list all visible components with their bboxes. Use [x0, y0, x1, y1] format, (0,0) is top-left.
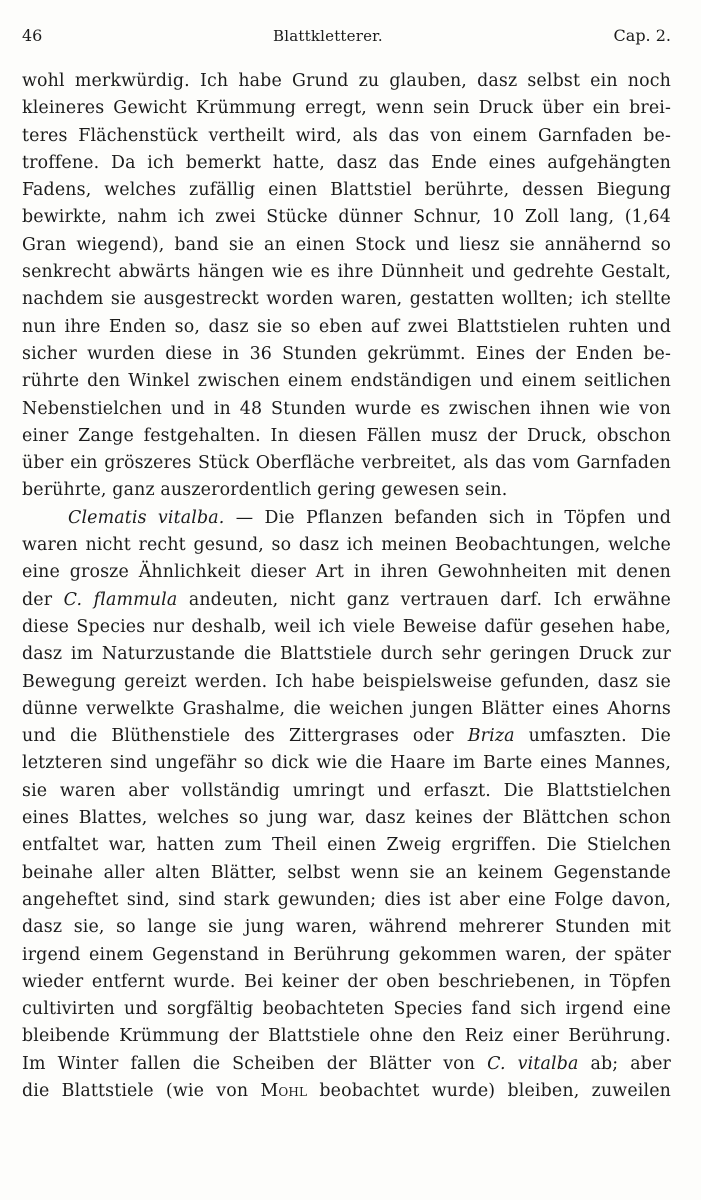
page-number: 46 [22, 26, 43, 45]
chapter-label: Cap. 2. [613, 26, 671, 45]
text-line: Bewegung gereizt werden. Ich habe beispielsweise gefunden, dasz sie [22, 671, 671, 692]
text-run: — Die Pflanzen befanden sich in Töpfen und [224, 507, 671, 528]
text-run: und die Blüthenstiele des Zittergrases oder [22, 726, 468, 747]
species-name-c-flammula: C. flammula [63, 589, 178, 610]
text-line: dasz im Naturzustande die Blattstiele durch sehr geringen Druck zur [22, 644, 671, 665]
text-line: letzteren sind ungefähr so dick wie die Haare im Barte eines Mannes, [22, 753, 671, 774]
text-line [22, 505, 671, 532]
text-line: kleineres Gewicht Krümmung erregt, wenn sein Druck über ein brei- [22, 98, 671, 119]
text-run: beobachtet wurde) bleiben, zuweilen [307, 1080, 671, 1101]
text-line: über ein gröszeres Stück Oberfläche verbreitet, als das vom Garnfaden [22, 453, 671, 474]
text-line: irgend einem Gegenstand in Berührung gekommen waren, der später [22, 944, 671, 965]
text-line: Gran wiegend), band sie an einen Stock und liesz sie annähernd so [22, 234, 671, 255]
text-line: entfaltet war, hatten zum Theil einen Zweig ergriffen. Die Stielchen [22, 835, 671, 856]
text-line: sie waren aber vollständig umringt und erfaszt. Die Blattstielchen [22, 780, 671, 801]
text-line [22, 1051, 671, 1078]
text-line: dasz sie, so lange sie jung waren, während mehrerer Stunden mit [22, 917, 671, 938]
species-name-clematis-vitalba: Clematis vitalba. [68, 507, 225, 528]
species-name-c-vitalba: C. vitalba [487, 1053, 579, 1074]
paragraph-1 [22, 68, 671, 505]
text-line: dünne verwelkte Grashalme, die weichen jungen Blätter eines Ahorns [22, 698, 671, 719]
text-line [22, 587, 671, 614]
text-line: troffene. Da ich bemerkt hatte, dasz das Ende eines aufgehängten [22, 152, 671, 173]
text-line: nun ihre Enden so, dasz sie so eben auf zwei Blattstielen ruhten und [22, 316, 671, 337]
text-line: waren nicht recht gesund, so dasz ich meinen Beobachtungen, welche [22, 535, 671, 556]
text-run: Im Winter fallen die Scheiben der Blätter von [22, 1053, 488, 1074]
text-line: rührte den Winkel zwischen einem endständigen und einem seitlichen [22, 371, 671, 392]
text-run: der [22, 589, 64, 610]
text-line: berührte, ganz auszerordentlich gering gewesen sein. [22, 480, 508, 501]
text-run: umfaszten. Die [514, 726, 671, 747]
text-run: die Blattstiele (wie von [22, 1080, 261, 1101]
text-line: teres Flächenstück vertheilt wird, als das von einem Garnfaden be- [22, 125, 671, 146]
running-title: Blattkletterer. [273, 27, 383, 45]
text-line: sicher wurden diese in 36 Stunden gekrümmt. Eines der Enden be- [22, 343, 671, 364]
text-line: wieder entfernt wurde. Bei keiner der oben beschriebenen, in Töpfen [22, 971, 671, 992]
text-line: Fadens, welches zufällig einen Blattstiel berührte, dessen Biegung [22, 180, 671, 201]
text-line: bewirkte, nahm ich zwei Stücke dünner Schnur, 10 Zoll lang, (1,64 [22, 207, 671, 228]
paragraph-2 [22, 505, 671, 1106]
text-line [22, 1078, 671, 1105]
text-line: diese Species nur deshalb, weil ich viele Beweise dafür gesehen habe, [22, 616, 671, 637]
text-line: wohl merkwürdig. Ich habe Grund zu glauben, dasz selbst ein noch [22, 71, 671, 91]
text-line: senkrecht abwärts hängen wie es ihre Dünnheit und gedrehte Gestalt, [22, 262, 671, 283]
text-line: angeheftet sind, sind stark gewunden; dies ist aber eine Folge davon, [22, 889, 671, 910]
text-line: nachdem sie ausgestreckt worden waren, gestatten wollten; ich stellte [22, 289, 671, 310]
text-line: eine grosze Ähnlichkeit dieser Art in ihren Gewohnheiten mit denen [22, 562, 671, 583]
running-header [22, 26, 671, 60]
text-run: ab; aber [578, 1053, 671, 1074]
text-run: andeuten, nicht ganz vertrauen darf. Ich erwähne [177, 589, 671, 610]
text-line: cultivirten und sorgfältig beobachteten Species fand sich irgend eine [22, 999, 671, 1020]
author-name-mohl: Mohl [260, 1080, 308, 1101]
text-line: einer Zange festgehalten. In diesen Fällen musz der Druck, obschon [22, 425, 671, 446]
text-line [22, 723, 671, 750]
body-text [22, 68, 671, 1105]
text-line: bleibende Krümmung der Blattstiele ohne den Reiz einer Berührung. [22, 1026, 671, 1047]
text-line: beinahe aller alten Blätter, selbst wenn sie an keinem Gegenstande [22, 862, 671, 883]
text-line: Nebenstielchen und in 48 Stunden wurde es zwischen ihnen wie von [22, 398, 671, 419]
genus-name-briza: Briza [467, 726, 515, 747]
text-line: eines Blattes, welches so jung war, dasz keines der Blättchen schon [22, 808, 671, 829]
